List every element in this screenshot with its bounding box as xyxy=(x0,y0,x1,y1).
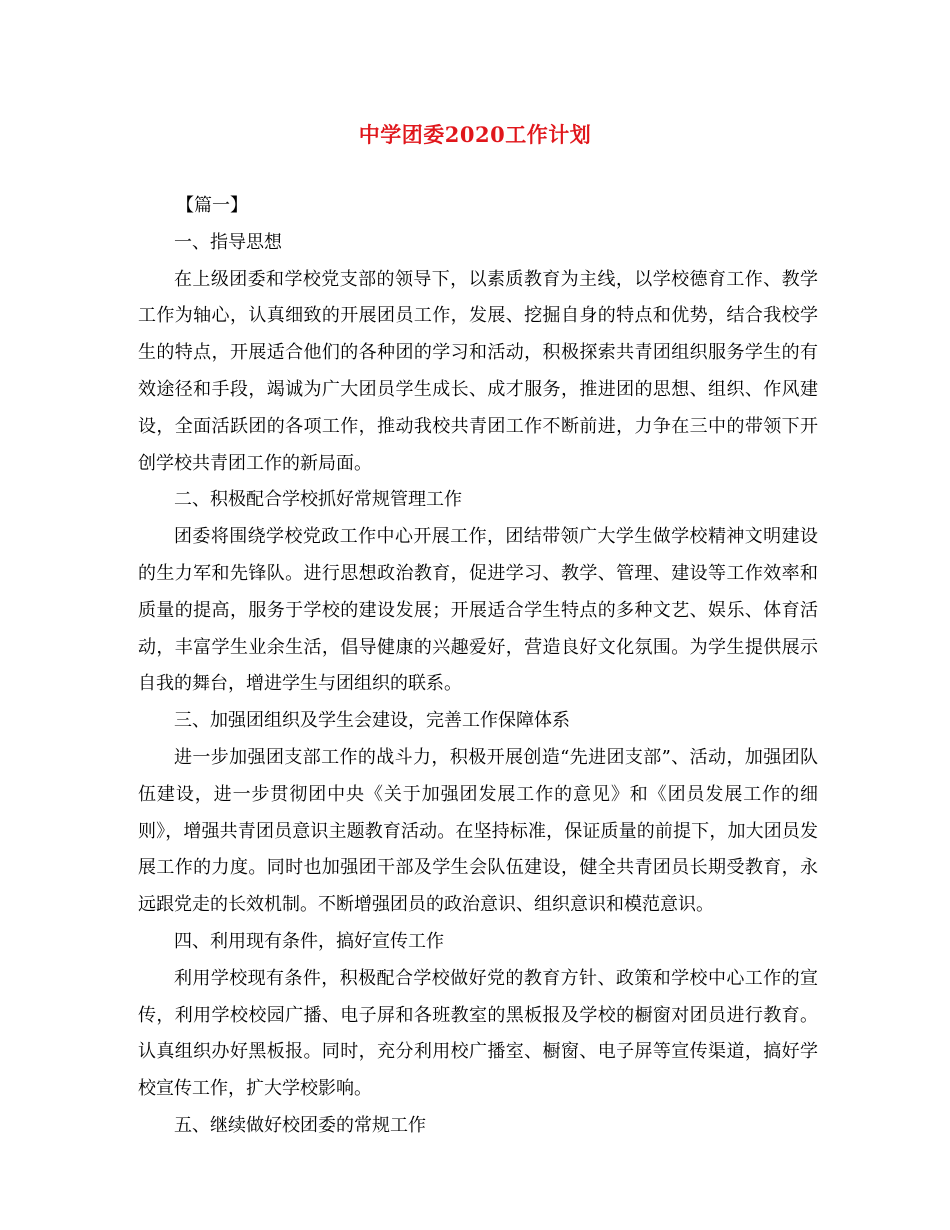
document-body xyxy=(138,188,818,1145)
document-title: 中学团委2020工作计划 xyxy=(358,122,592,147)
heading-publicity-work: 四、利用现有条件，搞好宣传工作 xyxy=(174,930,444,952)
heading-organization-building: 三、加强团组织及学生会建设，完善工作保障体系 xyxy=(174,710,570,732)
paragraph-routine-management: 团委将围绕学校党政工作中心开展工作，团结带领广大学生做学校精神文明建设的生力军和先锋队。进行思想政治教育，促进学习、教学、管理、建设等工作效率和质量的提高，服务于学校的建设发展；开展适合学生特点的多种文艺、娱乐、体育活动，丰富学生业余生活，倡导健康的兴趣爱好，营造良好文化氛围。为学生提供展示自我的舞台，增进学生与团组织的联系。 xyxy=(138,526,818,695)
heading-routine-management: 二、积极配合学校抓好常规管理工作 xyxy=(174,489,462,511)
heading-regular-work: 五、继续做好校团委的常规工作 xyxy=(174,1114,426,1136)
heading-guiding-ideology: 一、指导思想 xyxy=(174,231,282,253)
paragraph-publicity-work: 利用学校现有条件，积极配合学校做好党的教育方针、政策和学校中心工作的宣传，利用学校校园广播、电子屏和各班教室的黑板报及学校的橱窗对团员进行教育。认真组织办好黑板报。同时，充分利用校广播室、橱窗、电子屏等宣传渠道，搞好学校宣传工作，扩大学校影响。 xyxy=(138,967,818,1100)
paragraph-guiding-ideology: 在上级团委和学校党支部的领导下，以素质教育为主线，以学校德育工作、教学工作为轴心，认真细致的开展团员工作，发展、挖掘自身的特点和优势，结合我校学生的特点，开展适合他们的各种团的学习和活动，积极探索共青团组织服务学生的有效途径和手段，竭诚为广大团员学生成长、成才服务，推进团的思想、组织、作风建设，全面活跃团的各项工作，推动我校共青团工作不断前进，力争在三中的带领下开创学校共青团工作的新局面。 xyxy=(138,268,818,474)
section-label: 【篇一】 xyxy=(176,195,248,216)
paragraph-organization-building: 进一步加强团支部工作的战斗力，积极开展创造“先进团支部”、活动，加强团队伍建设，进一步贯彻团中央《关于加强团发展工作的意见》和《团员发展工作的细则》，增强共青团员意识主题教育活动。在坚持标准，保证质量的前提下，加大团员发展工作的力度。同时也加强团干部及学生会队伍建设，健全共青团员长期受教育，永远跟党走的长效机制。不断增强团员的政治意识、组织意识和模范意识。 xyxy=(138,746,818,916)
